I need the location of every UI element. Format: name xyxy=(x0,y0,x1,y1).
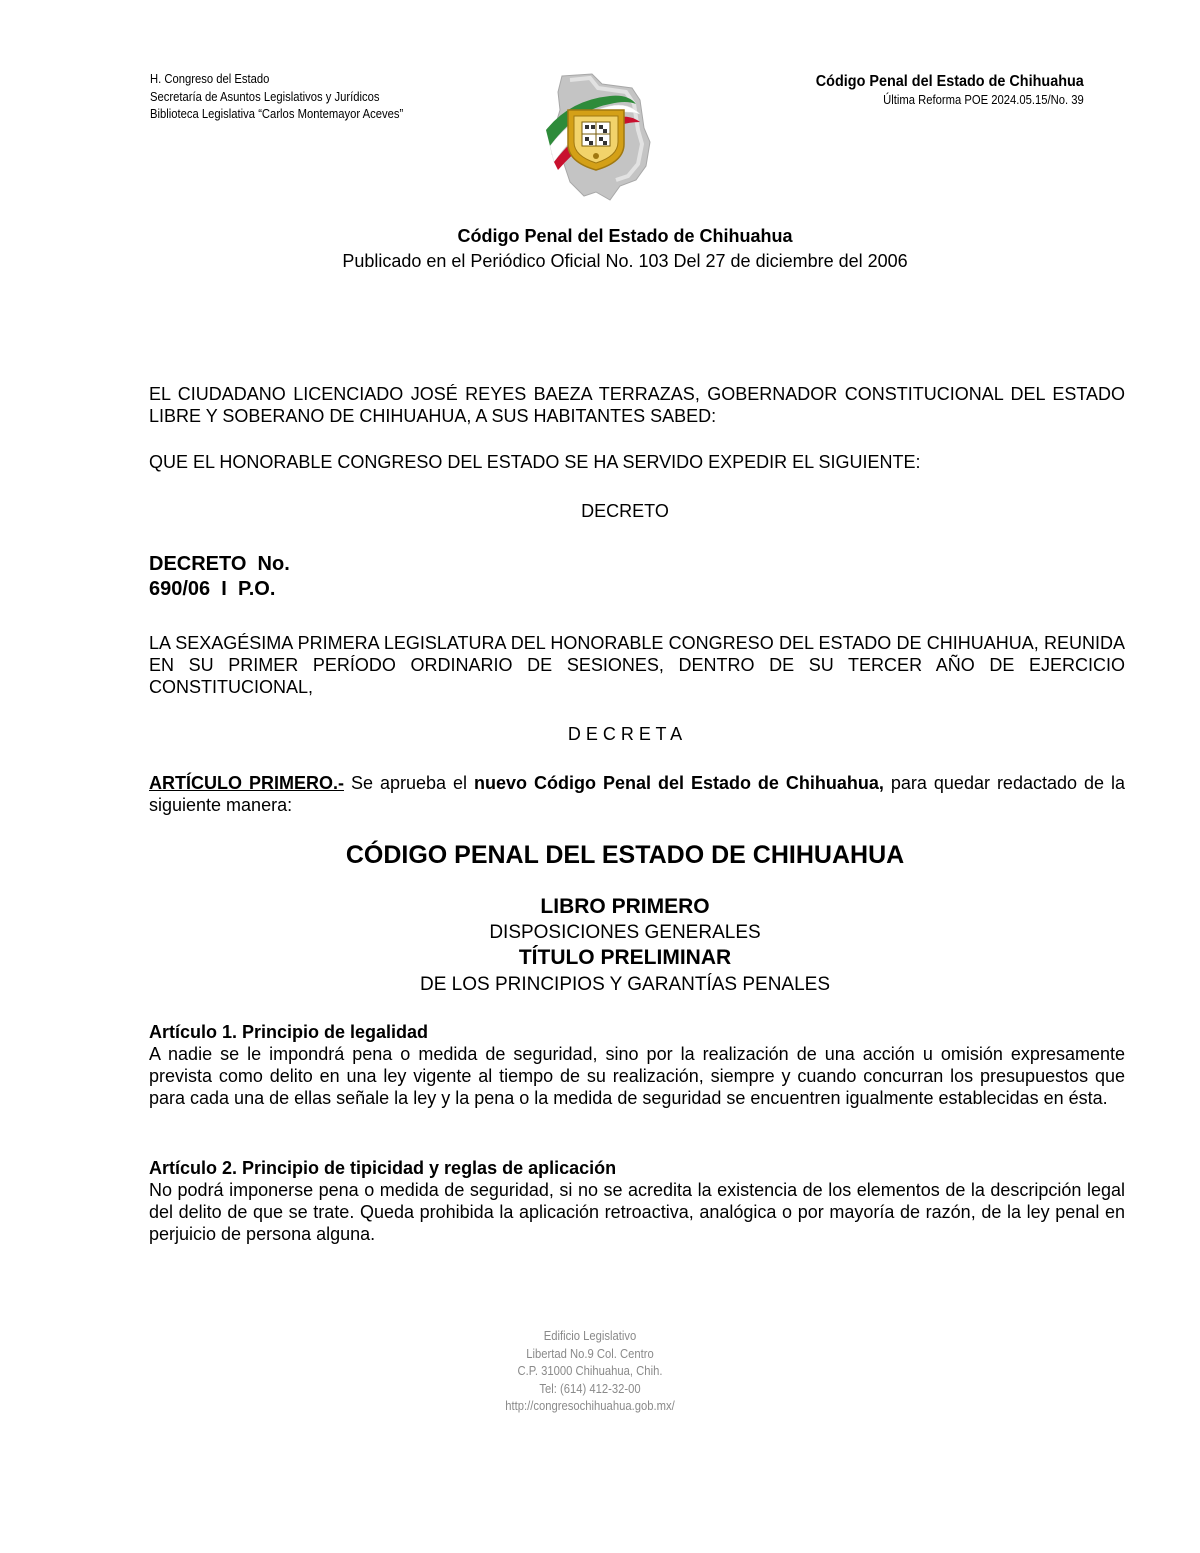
article-1 xyxy=(149,1021,1125,1109)
congress-statement: QUE EL HONORABLE CONGRESO DEL ESTADO SE HA SERVIDO EXPEDIR EL SIGUIENTE: xyxy=(149,452,921,472)
article-2 xyxy=(149,1157,1125,1245)
footer-phone: Tel: (614) 412-32-00 xyxy=(539,1381,641,1396)
governor-statement: EL CIUDADANO LICENCIADO JOSÉ REYES BAEZA TERRAZAS, GOBERNADOR CONSTITUCIONAL DEL ESTADO LIBRE Y SOBERANO DE CHIHUAHUA, A SUS HABITANTES SABED: xyxy=(149,384,1125,426)
chihuahua-congress-logo xyxy=(540,70,655,202)
articulo-primero-text-b: para quedar redactado de la siguiente manera: xyxy=(149,773,1131,815)
footer-street: Libertad No.9 Col. Centro xyxy=(526,1346,654,1361)
header-institution xyxy=(150,71,403,124)
article-heading: Artículo 2. Principio de tipicidad y reglas de aplicación xyxy=(149,1158,617,1178)
disposiciones-heading: DISPOSICIONES GENERALES xyxy=(489,922,761,943)
header-document-title: Código Penal del Estado de Chihuahua xyxy=(815,73,1084,90)
header-last-reform: Última Reforma POE 2024.05.15/No. 39 xyxy=(883,93,1084,107)
footer-address xyxy=(0,1328,1180,1416)
libro-heading: LIBRO PRIMERO xyxy=(540,895,710,918)
article-heading: Artículo 1. Principio de legalidad xyxy=(149,1022,429,1042)
decreta-label: D E C R E T A xyxy=(567,724,683,744)
article-text: No podrá imponerse pena o medida de seguridad, si no se acredita la existencia de los elementos de la descripción legal del delito de que se trate. Queda prohibida la aplicación retroactiva, analógica o por mayoría de razón, de la ley penal en perjuicio de persona alguna. xyxy=(149,1180,1125,1244)
titulo-heading: TÍTULO PRELIMINAR xyxy=(518,946,732,969)
article-text: A nadie se le impondrá pena o medida de seguridad, sino por la realización de una acción u omisión expresamente prevista como delito en una ley vigente al tiempo de su realización, siempre y cuando concurran los presupuestos que para cada una de ellas señale la ley y la pena o la medida de seguridad se encuentren igualmente establecidas en ésta. xyxy=(149,1044,1125,1108)
articulo-primero xyxy=(149,772,1131,816)
footer-postal-code: C.P. 31000 Chihuahua, Chih. xyxy=(517,1364,663,1378)
header-document-info xyxy=(786,72,1084,108)
principios-heading: DE LOS PRINCIPIOS Y GARANTÍAS PENALES xyxy=(419,974,831,995)
decreto-number-line2: 690/06 I P.O. xyxy=(149,578,276,600)
articulo-primero-label: ARTÍCULO PRIMERO.- xyxy=(149,773,344,793)
header-line-secretaria: Secretaría de Asuntos Legislativos y Jurídicos xyxy=(150,89,380,104)
footer-building: Edificio Legislativo xyxy=(543,1329,637,1343)
document-title: Código Penal del Estado de Chihuahua xyxy=(457,226,793,246)
articulo-primero-text-a: Se aprueba el xyxy=(343,773,474,793)
header-line-biblioteca: Biblioteca Legislativa “Carlos Montemayor Aceves” xyxy=(150,107,404,121)
footer-website-link[interactable]: http://congresochihuahua.gob.mx/ xyxy=(505,1399,675,1413)
decreto-label: DECRETO xyxy=(581,501,669,521)
publication-info: Publicado en el Periódico Oficial No. 103 Del 27 de diciembre del 2006 xyxy=(342,251,908,271)
legislatura-statement: LA SEXAGÉSIMA PRIMERA LEGISLATURA DEL HONORABLE CONGRESO DEL ESTADO DE CHIHUAHUA, REUNIDA EN SU PRIMER PERÍODO ORDINARIO DE SESIONES, DENTRO DE SU TERCER AÑO DE EJERCICIO CONSTITUCIONAL, xyxy=(149,633,1125,697)
header-line-congreso: H. Congreso del Estado xyxy=(150,72,270,86)
decreto-number-line1: DECRETO No. xyxy=(149,553,290,575)
decreto-number xyxy=(149,552,290,602)
articulo-primero-bold-text: nuevo Código Penal del Estado de Chihuahua, xyxy=(474,773,884,793)
code-title: CÓDIGO PENAL DEL ESTADO DE CHIHUAHUA xyxy=(345,841,905,869)
